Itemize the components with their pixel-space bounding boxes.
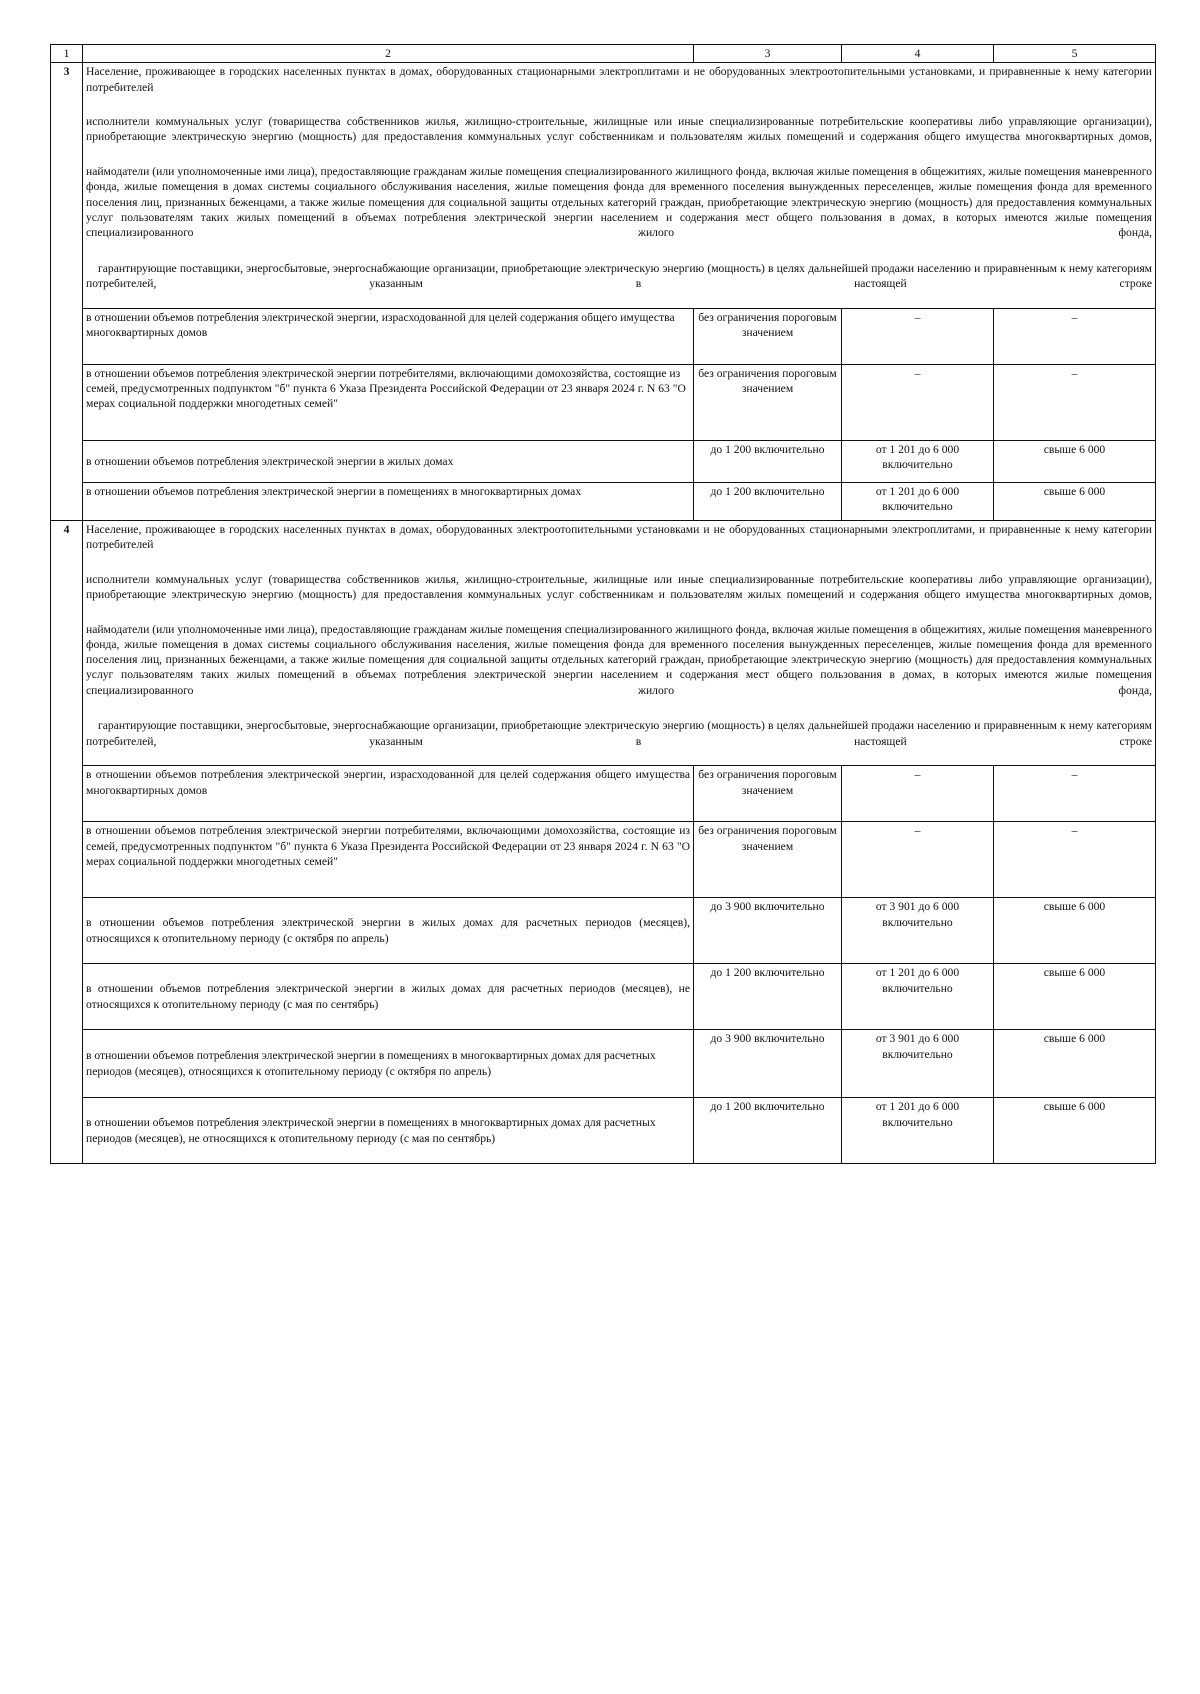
section-4-title: Население, проживающее в городских населенных пунктах в домах, оборудованных электроотопительными установками и не оборудованных стационарными электроплитами, и приравненные к нему категории потребителей [86,522,1152,552]
section-4-row-6-range-mid: от 1 201 до 6 000 включительно [842,1098,994,1164]
section-3-row-2-range-high: – [994,364,1156,440]
section-3-row-1-range-low: без ограничения пороговым значением [694,308,842,364]
header-col-4: 4 [842,45,994,63]
section-3-paragraph-2: наймодатели (или уполномоченные ими лица), предоставляющие гражданам жилые помещения специализированного жилищного фонда, включая жилые помещения в общежитиях, жилые помещения маневренного фонда, жилые помещения в домах системы социального обслуживания населения, жилые помещения фонда для временного поселения вынужденных переселенцев, жилые помещения фонда для временного поселения лиц, признанных беженцами, а также жилые помещения для социальной защиты отдельных категорий граждан, приобретающие электрическую энергию (мощность) для предоставления коммунальных услуг пользователям таких жилых помещений в объемах потребления электрической энергии населением и содержания мест общего пользования в домах, в которых имеются жилые помещения специализированного жилого фонда, [86,165,1152,240]
section-4-row-3-range-high: свыше 6 000 [994,898,1156,964]
section-3-row-4-label: в отношении объемов потребления электрической энергии в помещениях в многоквартирных домах [83,482,694,520]
section-4-row-4 [51,964,1156,1030]
section-4-number: 4 [51,520,83,1163]
section-4-row-1-range-mid: – [842,766,994,822]
section-3-number: 3 [51,63,83,520]
section-3-description-row [51,63,1156,308]
header-col-2: 2 [83,45,694,63]
section-4-row-2-range-low: без ограничения пороговым значением [694,822,842,898]
section-4-row-1-range-low: без ограничения пороговым значением [694,766,842,822]
section-3-row-3 [51,440,1156,482]
section-4-row-3-range-low: до 3 900 включительно [694,898,842,964]
section-4-paragraph-2: наймодатели (или уполномоченные ими лица), предоставляющие гражданам жилые помещения специализированного жилищного фонда, включая жилые помещения в общежитиях, жилые помещения маневренного фонда, жилые помещения в домах системы социального обслуживания населения, жилые помещения фонда для временного поселения вынужденных переселенцев, жилые помещения фонда для временного поселения лиц, признанных беженцами, а также жилые помещения для социальной защиты отдельных категорий граждан, приобретающие электрическую энергию (мощность) для предоставления коммунальных услуг пользователям таких жилых помещений в объемах потребления электрической энергии населением и содержания мест общего пользования в домах, в которых имеются жилые помещения специализированного жилого фонда, [86,622,1152,697]
section-4-row-3 [51,898,1156,964]
header-col-5: 5 [994,45,1156,63]
section-4-row-2-range-mid: – [842,822,994,898]
section-3-description [83,63,1156,308]
header-row [51,45,1156,63]
section-4-row-1-label: в отношении объемов потребления электрической энергии, израсходованной для целей содержания общего имущества многоквартирных домов [83,766,694,822]
section-3-row-3-label: в отношении объемов потребления электрической энергии в жилых домах [83,440,694,482]
section-3-row-4-range-high: свыше 6 000 [994,482,1156,520]
section-4-row-2 [51,822,1156,898]
section-3-row-1-range-mid: – [842,308,994,364]
section-4-paragraph-3: гарантирующие поставщики, энергосбытовые, энергоснабжающие организации, приобретающие электрическую энергию (мощность) в целях дальнейшей продажи населению и приравненным к нему категориям потребителей, указанным в настоящей строке [86,719,1152,748]
section-3-row-1-label: в отношении объемов потребления электрической энергии, израсходованной для целей содержания общего имущества многоквартирных домов [83,308,694,364]
section-3-row-3-range-high: свыше 6 000 [994,440,1156,482]
section-3-row-4-range-low: до 1 200 включительно [694,482,842,520]
section-3-paragraph-1: исполнители коммунальных услуг (товарищества собственников жилья, жилищно-строительные, жилищные или иные специализированные потребительские кооперативы либо управляющие организации), приобретающие электрическую энергию (мощность) для предоставления коммунальных услуг собственникам и пользователям жилых помещений и содержания общего имущества многоквартирных домов, [86,115,1152,144]
section-3-title: Население, проживающее в городских населенных пунктах в домах, оборудованных стационарными электроплитами и не оборудованных электроотопительными установками, и приравненные к нему категории потребителей [86,65,1152,94]
section-4-row-2-range-high: – [994,822,1156,898]
section-3-row-2 [51,364,1156,440]
section-4-row-4-range-mid: от 1 201 до 6 000 включительно [842,964,994,1030]
header-col-3: 3 [694,45,842,63]
section-4-row-5-range-high: свыше 6 000 [994,1030,1156,1098]
section-3-row-1-range-high: – [994,308,1156,364]
section-3-row-2-range-mid: – [842,364,994,440]
section-4-row-4-range-high: свыше 6 000 [994,964,1156,1030]
section-4-row-1 [51,766,1156,822]
section-3-row-2-label: в отношении объемов потребления электрической энергии потребителями, включающими домохозяйства, состоящие из семей, предусмотренных подпунктом "б" пункта 6 Указа Президента Российской Федерации от 23 января 2024 г. N 63 "О мерах социальной поддержки многодетных семей" [83,364,694,440]
section-3-paragraph-3: гарантирующие поставщики, энергосбытовые, энергоснабжающие организации, приобретающие электрическую энергию (мощность) в целях дальнейшей продажи населению и приравненным к нему категориям потребителей, указанным в настоящей строке [86,261,1152,291]
section-4-row-5-label: в отношении объемов потребления электрической энергии в помещениях в многоквартирных домах для расчетных периодов (месяцев), относящихся к отопительному периоду (с октября по апрель) [83,1030,694,1098]
section-4-row-5 [51,1030,1156,1098]
section-4-row-6 [51,1098,1156,1164]
section-3-row-4 [51,482,1156,520]
section-4-row-6-range-low: до 1 200 включительно [694,1098,842,1164]
section-4-row-6-range-high: свыше 6 000 [994,1098,1156,1164]
header-col-1: 1 [51,45,83,63]
section-4-row-3-range-mid: от 3 901 до 6 000 включительно [842,898,994,964]
tariff-table [50,44,1156,1164]
section-3-row-3-range-mid: от 1 201 до 6 000 включительно [842,440,994,482]
section-4-row-3-label: в отношении объемов потребления электрической энергии в жилых домах для расчетных периодов (месяцев), относящихся к отопительному периоду (с октября по апрель) [83,898,694,964]
section-4-description-row [51,520,1156,765]
section-4-row-4-range-low: до 1 200 включительно [694,964,842,1030]
section-4-row-2-label: в отношении объемов потребления электрической энергии потребителями, включающими домохозяйства, состоящие из семей, предусмотренных подпунктом "б" пункта 6 Указа Президента Российской Федерации от 23 января 2024 г. N 63 "О мерах социальной поддержки многодетных семей" [83,822,694,898]
section-4-row-5-range-low: до 3 900 включительно [694,1030,842,1098]
section-4-row-5-range-mid: от 3 901 до 6 000 включительно [842,1030,994,1098]
section-3-row-3-range-low: до 1 200 включительно [694,440,842,482]
section-3-row-4-range-mid: от 1 201 до 6 000 включительно [842,482,994,520]
section-4-row-6-label: в отношении объемов потребления электрической энергии в помещениях в многоквартирных домах для расчетных периодов (месяцев), не относящихся к отопительному периоду (с мая по сентябрь) [83,1098,694,1164]
section-4-row-1-range-high: – [994,766,1156,822]
section-4-description [83,520,1156,765]
section-3-row-1 [51,308,1156,364]
section-3-row-2-range-low: без ограничения пороговым значением [694,364,842,440]
section-4-row-4-label: в отношении объемов потребления электрической энергии в жилых домах для расчетных периодов (месяцев), не относящихся к отопительному периоду (с мая по сентябрь) [83,964,694,1030]
section-4-paragraph-1: исполнители коммунальных услуг (товарищества собственников жилья, жилищно-строительные, жилищные или иные специализированные потребительские кооперативы либо управляющие организации), приобретающие электрическую энергию (мощность) для предоставления коммунальных услуг собственникам и пользователям жилых помещений и содержания общего имущества многоквартирных домов, [86,572,1152,601]
